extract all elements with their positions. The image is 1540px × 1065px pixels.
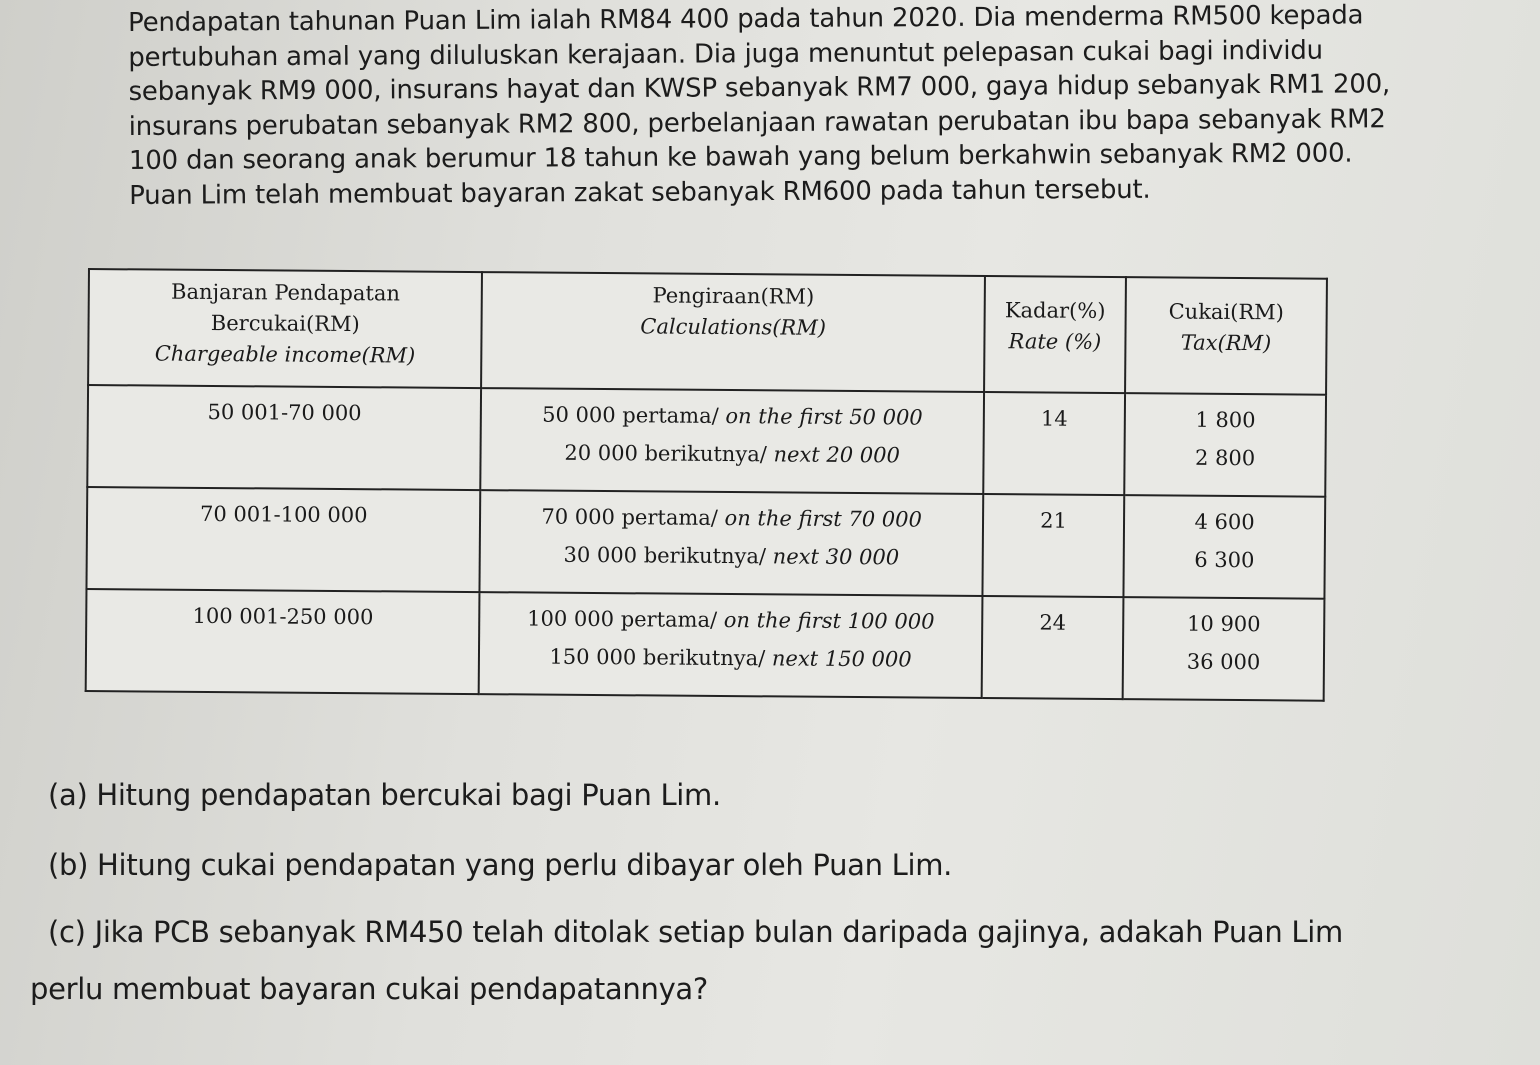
header-calc-line-2: Calculations(RM) — [640, 314, 827, 340]
table-header-row — [88, 269, 1327, 395]
question-c-line-2: perlu membuat bayaran cukai pendapatannya? — [30, 972, 708, 1006]
table-row — [87, 385, 1326, 497]
rate-cell: 21 — [982, 494, 1124, 597]
header-range-line-3: Chargeable income(RM) — [154, 341, 416, 368]
header-rate-line-1: Kadar(%) — [1004, 298, 1106, 323]
calc-cell — [480, 490, 983, 596]
table-row — [86, 487, 1325, 599]
question-a: (a) Hitung pendapatan bercukai bagi Puan Lim. — [48, 778, 721, 812]
header-tax — [1125, 277, 1327, 395]
header-calculations — [481, 272, 984, 392]
statement-line-3: sebanyak RM9 000, insurans hayat dan KWSP sebanyak RM7 000, gaya hidup sebanyak RM1 200, — [128, 69, 1391, 107]
tax-cell — [1123, 597, 1325, 701]
rate-cell: 14 — [983, 392, 1125, 495]
calc-line: 150 000 berikutnya/ next 150 000 — [549, 644, 912, 672]
tax-cell — [1124, 393, 1326, 497]
range-cell: 100 001-250 000 — [86, 589, 480, 694]
question-b: (b) Hitung cukai pendapatan yang perlu dibayar oleh Puan Lim. — [48, 848, 953, 882]
question-c-line-1: (c) Jika PCB sebanyak RM450 telah ditolak setiap bulan daripada gajinya, adakah Puan Lim — [48, 915, 1343, 949]
tax-value: 2 800 — [1194, 445, 1256, 471]
header-range-line-1: Banjaran Pendapatan — [171, 279, 401, 306]
tax-value: 6 300 — [1194, 547, 1255, 573]
tax-value: 36 000 — [1186, 649, 1261, 675]
statement-line-5: 100 dan seorang anak berumur 18 tahun ke bawah yang belum berkahwin sebanyak RM2 000. — [128, 138, 1353, 176]
calc-line: 30 000 berikutnya/ next 30 000 — [563, 542, 900, 570]
statement-line-1: Pendapatan tahunan Puan Lim ialah RM84 400 pada tahun 2020. Dia menderma RM500 kepada — [128, 0, 1364, 38]
header-chargeable-income — [88, 269, 482, 388]
calc-line: 50 000 pertama/ on the first 50 000 — [542, 402, 923, 430]
tax-cell — [1124, 495, 1326, 599]
tax-rate-table — [85, 268, 1328, 702]
statement-line-2: pertubuhan amal yang diluluskan kerajaan. Dia juga menuntut pelepasan cukai bagi individu — [128, 35, 1323, 73]
range-cell: 70 001-100 000 — [86, 487, 480, 592]
calc-line: 100 000 pertama/ on the first 100 000 — [527, 606, 935, 634]
header-tax-line-1: Cukai(RM) — [1168, 299, 1285, 325]
calc-line: 20 000 berikutnya/ next 20 000 — [564, 440, 901, 468]
statement-line-4: insurans perubatan sebanyak RM2 800, perbelanjaan rawatan perubatan ibu bapa sebanyak RM2 — [128, 103, 1386, 142]
tax-value: 4 600 — [1194, 509, 1255, 535]
tax-value: 1 800 — [1195, 407, 1256, 433]
tax-value: 10 900 — [1187, 611, 1261, 637]
table-row — [86, 589, 1325, 701]
header-tax-line-2: Tax(RM) — [1180, 330, 1272, 356]
statement-line-6: Puan Lim telah membuat bayaran zakat sebanyak RM600 pada tahun tersebut. — [129, 174, 1151, 211]
calc-cell — [479, 592, 982, 698]
rate-cell: 24 — [981, 596, 1123, 699]
range-cell: 50 001-70 000 — [87, 385, 481, 490]
header-rate — [984, 276, 1126, 393]
tax-table-container — [85, 268, 1328, 702]
calc-cell — [481, 388, 984, 494]
calc-line: 70 000 pertama/ on the first 70 000 — [541, 504, 923, 532]
problem-statement — [128, 0, 1499, 213]
header-range-line-2: Bercukai(RM) — [210, 310, 360, 337]
header-rate-line-2: Rate (%) — [1008, 329, 1102, 354]
header-calc-line-1: Pengiraan(RM) — [652, 283, 815, 309]
